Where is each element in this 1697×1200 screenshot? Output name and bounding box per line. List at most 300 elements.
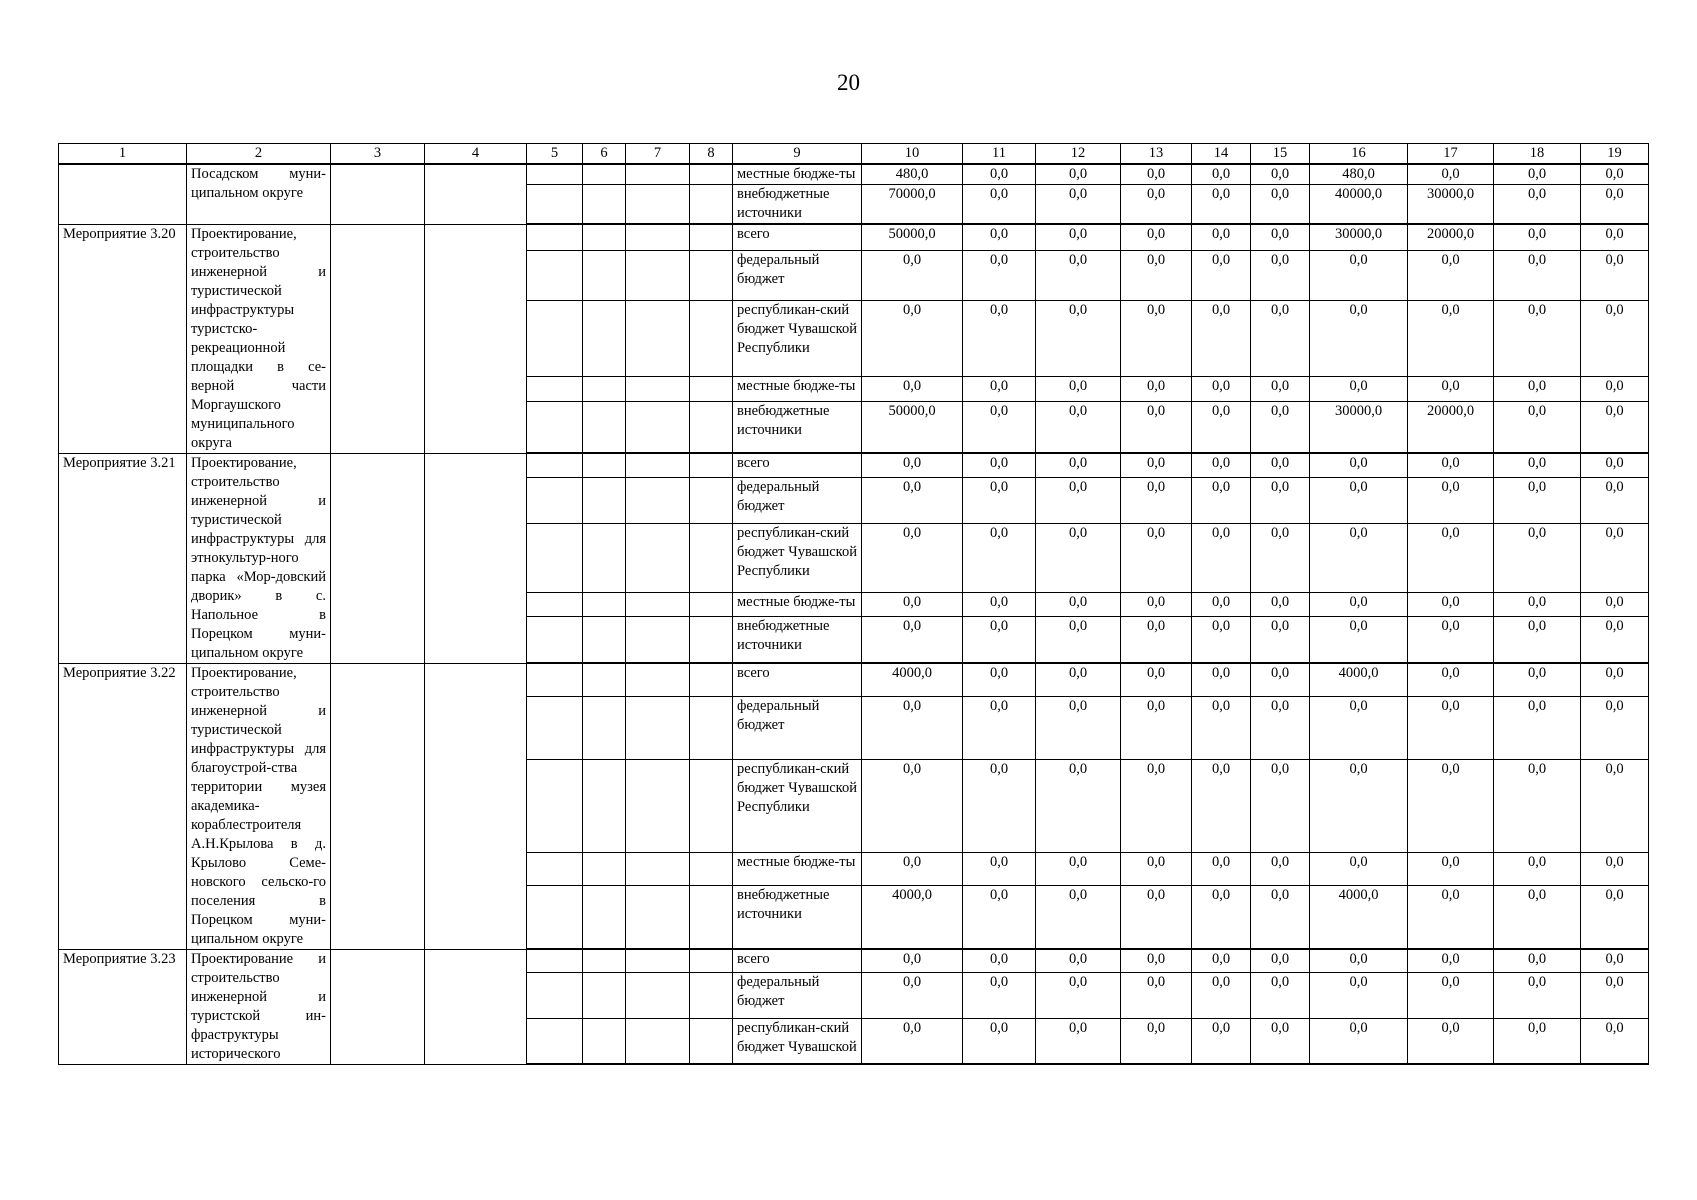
amount-cell: 0,0 — [1310, 1018, 1408, 1064]
column-7-cell — [626, 616, 690, 663]
amount-cell: 0,0 — [1036, 885, 1121, 949]
column-8-cell — [690, 524, 733, 593]
column-5-cell — [527, 853, 583, 885]
column-4-cell — [425, 949, 527, 1064]
column-6-cell — [583, 453, 626, 477]
amount-cell: 0,0 — [1036, 185, 1121, 225]
column-number-header-cell: 15 — [1251, 144, 1310, 165]
amount-cell: 0,0 — [1251, 301, 1310, 376]
amount-cell: 0,0 — [1310, 592, 1408, 616]
column-6-cell — [583, 185, 626, 225]
amount-cell: 4000,0 — [862, 663, 963, 696]
amount-cell: 0,0 — [963, 524, 1036, 593]
amount-cell: 0,0 — [1251, 973, 1310, 1018]
column-7-cell — [626, 759, 690, 853]
amount-cell: 0,0 — [862, 477, 963, 523]
amount-cell: 0,0 — [1192, 185, 1251, 225]
amount-cell: 0,0 — [862, 301, 963, 376]
column-number-header-cell: 19 — [1581, 144, 1649, 165]
amount-cell: 0,0 — [1192, 453, 1251, 477]
column-6-cell — [583, 524, 626, 593]
funding-source: федеральный бюджет — [733, 973, 862, 1018]
funding-source: внебюджетные источники — [733, 185, 862, 225]
column-8-cell — [690, 251, 733, 301]
column-5-cell — [527, 402, 583, 453]
column-5-cell — [527, 885, 583, 949]
amount-cell: 0,0 — [1408, 164, 1494, 185]
amount-cell: 0,0 — [1192, 592, 1251, 616]
amount-cell: 0,0 — [1121, 164, 1192, 185]
amount-cell: 0,0 — [1036, 696, 1121, 759]
amount-cell: 0,0 — [1408, 663, 1494, 696]
amount-cell: 0,0 — [1121, 301, 1192, 376]
column-8-cell — [690, 402, 733, 453]
amount-cell: 0,0 — [1408, 853, 1494, 885]
amount-cell: 0,0 — [1192, 224, 1251, 251]
amount-cell: 0,0 — [1192, 616, 1251, 663]
column-number-header-cell: 5 — [527, 144, 583, 165]
column-number-header-cell: 8 — [690, 144, 733, 165]
funding-source: внебюджетные источники — [733, 616, 862, 663]
funding-source: местные бюдже-ты — [733, 164, 862, 185]
amount-cell: 0,0 — [862, 949, 963, 973]
column-8-cell — [690, 696, 733, 759]
amount-cell: 0,0 — [963, 251, 1036, 301]
column-7-cell — [626, 885, 690, 949]
amount-cell: 0,0 — [1494, 1018, 1581, 1064]
amount-cell: 0,0 — [1581, 477, 1649, 523]
amount-cell: 0,0 — [1310, 251, 1408, 301]
amount-cell: 0,0 — [1408, 376, 1494, 402]
amount-cell: 0,0 — [1192, 949, 1251, 973]
amount-cell: 0,0 — [1036, 616, 1121, 663]
amount-cell: 4000,0 — [1310, 885, 1408, 949]
amount-cell: 0,0 — [1408, 616, 1494, 663]
amount-cell: 0,0 — [1036, 376, 1121, 402]
column-6-cell — [583, 477, 626, 523]
amount-cell: 0,0 — [1581, 164, 1649, 185]
amount-cell: 0,0 — [1251, 759, 1310, 853]
measure-name: Проектирование, строительство инженерной и туристической инфраструктуры для этнокультур-ного парка «Мор-довский дворик» в с. Напольное в Порецком муни-ципальном округе — [187, 453, 331, 663]
amount-cell: 40000,0 — [1310, 185, 1408, 225]
funding-source: федеральный бюджет — [733, 477, 862, 523]
amount-cell: 0,0 — [1192, 759, 1251, 853]
column-5-cell — [527, 251, 583, 301]
amount-cell: 0,0 — [1121, 402, 1192, 453]
amount-cell: 0,0 — [1121, 477, 1192, 523]
amount-cell: 0,0 — [1494, 759, 1581, 853]
measure-code — [59, 164, 187, 224]
column-3-cell — [331, 949, 425, 1064]
funding-source: федеральный бюджет — [733, 696, 862, 759]
column-number-header-cell: 17 — [1408, 144, 1494, 165]
amount-cell: 0,0 — [963, 616, 1036, 663]
amount-cell: 480,0 — [862, 164, 963, 185]
column-5-cell — [527, 185, 583, 225]
column-7-cell — [626, 853, 690, 885]
amount-cell: 20000,0 — [1408, 224, 1494, 251]
column-8-cell — [690, 663, 733, 696]
amount-cell: 0,0 — [1251, 663, 1310, 696]
column-7-cell — [626, 376, 690, 402]
amount-cell: 0,0 — [1581, 402, 1649, 453]
amount-cell: 0,0 — [1581, 885, 1649, 949]
amount-cell: 0,0 — [1251, 949, 1310, 973]
amount-cell: 0,0 — [1310, 949, 1408, 973]
amount-cell: 0,0 — [1036, 663, 1121, 696]
amount-cell: 0,0 — [963, 376, 1036, 402]
amount-cell: 0,0 — [1036, 224, 1121, 251]
amount-cell: 0,0 — [1581, 853, 1649, 885]
amount-cell: 0,0 — [1036, 592, 1121, 616]
column-6-cell — [583, 949, 626, 973]
column-number-header-cell: 6 — [583, 144, 626, 165]
amount-cell: 0,0 — [1192, 164, 1251, 185]
amount-cell: 0,0 — [1036, 1018, 1121, 1064]
column-5-cell — [527, 973, 583, 1018]
amount-cell: 0,0 — [1494, 301, 1581, 376]
funding-source: республикан-ский бюджет Чувашской Республики — [733, 301, 862, 376]
table-row — [59, 949, 1649, 973]
column-4-cell — [425, 224, 527, 453]
amount-cell: 0,0 — [1192, 524, 1251, 593]
amount-cell: 0,0 — [1036, 301, 1121, 376]
amount-cell: 0,0 — [1408, 524, 1494, 593]
amount-cell: 0,0 — [1121, 616, 1192, 663]
amount-cell: 0,0 — [1121, 1018, 1192, 1064]
amount-cell: 0,0 — [1192, 477, 1251, 523]
column-8-cell — [690, 759, 733, 853]
column-8-cell — [690, 616, 733, 663]
amount-cell: 0,0 — [1251, 885, 1310, 949]
column-4-cell — [425, 453, 527, 663]
amount-cell: 0,0 — [1408, 949, 1494, 973]
column-7-cell — [626, 696, 690, 759]
amount-cell: 0,0 — [1408, 251, 1494, 301]
amount-cell: 0,0 — [1408, 973, 1494, 1018]
column-7-cell — [626, 224, 690, 251]
amount-cell: 0,0 — [1192, 402, 1251, 453]
amount-cell: 0,0 — [1310, 453, 1408, 477]
page-number: 20 — [837, 70, 860, 95]
amount-cell: 0,0 — [1121, 376, 1192, 402]
amount-cell: 0,0 — [963, 402, 1036, 453]
amount-cell: 0,0 — [1494, 616, 1581, 663]
column-6-cell — [583, 885, 626, 949]
column-6-cell — [583, 663, 626, 696]
amount-cell: 0,0 — [1251, 251, 1310, 301]
funding-source: федеральный бюджет — [733, 251, 862, 301]
column-7-cell — [626, 663, 690, 696]
funding-source: республикан-ский бюджет Чувашской Республики — [733, 759, 862, 853]
amount-cell: 30000,0 — [1408, 185, 1494, 225]
amount-cell: 0,0 — [1581, 185, 1649, 225]
funding-source: всего — [733, 453, 862, 477]
amount-cell: 0,0 — [1251, 224, 1310, 251]
measure-code: Мероприятие 3.21 — [59, 453, 187, 663]
amount-cell: 0,0 — [1581, 224, 1649, 251]
amount-cell: 0,0 — [1251, 616, 1310, 663]
column-5-cell — [527, 164, 583, 185]
budget-table — [58, 143, 1649, 1065]
amount-cell: 0,0 — [1310, 616, 1408, 663]
amount-cell: 0,0 — [1121, 696, 1192, 759]
column-number-header-cell: 13 — [1121, 144, 1192, 165]
column-7-cell — [626, 1018, 690, 1064]
column-8-cell — [690, 1018, 733, 1064]
column-5-cell — [527, 759, 583, 853]
amount-cell: 0,0 — [1581, 376, 1649, 402]
funding-source: всего — [733, 663, 862, 696]
amount-cell: 0,0 — [1494, 663, 1581, 696]
amount-cell: 0,0 — [1408, 696, 1494, 759]
amount-cell: 0,0 — [1494, 853, 1581, 885]
column-3-cell — [331, 224, 425, 453]
amount-cell: 0,0 — [1036, 251, 1121, 301]
amount-cell: 0,0 — [1121, 453, 1192, 477]
column-7-cell — [626, 164, 690, 185]
amount-cell: 0,0 — [1036, 164, 1121, 185]
column-5-cell — [527, 1018, 583, 1064]
amount-cell: 0,0 — [1121, 592, 1192, 616]
column-number-header-cell: 1 — [59, 144, 187, 165]
measure-code: Мероприятие 3.20 — [59, 224, 187, 453]
funding-source: внебюджетные источники — [733, 885, 862, 949]
column-6-cell — [583, 759, 626, 853]
amount-cell: 0,0 — [862, 524, 963, 593]
amount-cell: 0,0 — [1408, 759, 1494, 853]
amount-cell: 0,0 — [1581, 592, 1649, 616]
column-4-cell — [425, 663, 527, 949]
amount-cell: 0,0 — [1251, 185, 1310, 225]
column-8-cell — [690, 224, 733, 251]
funding-source: всего — [733, 949, 862, 973]
amount-cell: 0,0 — [862, 251, 963, 301]
amount-cell: 0,0 — [963, 885, 1036, 949]
column-6-cell — [583, 592, 626, 616]
amount-cell: 30000,0 — [1310, 402, 1408, 453]
column-5-cell — [527, 663, 583, 696]
table-row — [59, 164, 1649, 185]
amount-cell: 0,0 — [1310, 301, 1408, 376]
amount-cell: 0,0 — [1036, 949, 1121, 973]
amount-cell: 0,0 — [1494, 376, 1581, 402]
amount-cell: 0,0 — [862, 973, 963, 1018]
column-8-cell — [690, 973, 733, 1018]
column-number-header-cell: 3 — [331, 144, 425, 165]
amount-cell: 0,0 — [1121, 973, 1192, 1018]
amount-cell: 0,0 — [1581, 453, 1649, 477]
column-5-cell — [527, 592, 583, 616]
column-8-cell — [690, 301, 733, 376]
measure-name: Посадском муни-ципальном округе — [187, 164, 331, 224]
table-row — [59, 453, 1649, 477]
amount-cell: 0,0 — [1036, 759, 1121, 853]
column-5-cell — [527, 301, 583, 376]
column-number-header-cell: 11 — [963, 144, 1036, 165]
column-8-cell — [690, 453, 733, 477]
amount-cell: 0,0 — [1192, 885, 1251, 949]
amount-cell: 0,0 — [963, 224, 1036, 251]
amount-cell: 0,0 — [1036, 853, 1121, 885]
amount-cell: 0,0 — [1192, 696, 1251, 759]
amount-cell: 50000,0 — [862, 402, 963, 453]
amount-cell: 0,0 — [1494, 251, 1581, 301]
amount-cell: 0,0 — [1121, 853, 1192, 885]
amount-cell: 0,0 — [963, 453, 1036, 477]
amount-cell: 0,0 — [1036, 973, 1121, 1018]
column-5-cell — [527, 696, 583, 759]
amount-cell: 0,0 — [963, 164, 1036, 185]
amount-cell: 0,0 — [1494, 885, 1581, 949]
amount-cell: 0,0 — [1192, 251, 1251, 301]
column-7-cell — [626, 453, 690, 477]
amount-cell: 50000,0 — [862, 224, 963, 251]
amount-cell: 0,0 — [1494, 477, 1581, 523]
amount-cell: 0,0 — [1036, 477, 1121, 523]
amount-cell: 0,0 — [963, 663, 1036, 696]
amount-cell: 0,0 — [1121, 251, 1192, 301]
amount-cell: 0,0 — [1251, 1018, 1310, 1064]
amount-cell: 0,0 — [1251, 402, 1310, 453]
amount-cell: 0,0 — [963, 973, 1036, 1018]
column-7-cell — [626, 949, 690, 973]
column-8-cell — [690, 477, 733, 523]
amount-cell: 0,0 — [1494, 185, 1581, 225]
column-3-cell — [331, 453, 425, 663]
amount-cell: 0,0 — [1581, 663, 1649, 696]
amount-cell: 0,0 — [1121, 185, 1192, 225]
measure-code: Мероприятие 3.23 — [59, 949, 187, 1064]
amount-cell: 0,0 — [1121, 524, 1192, 593]
amount-cell: 0,0 — [1494, 592, 1581, 616]
amount-cell: 0,0 — [963, 853, 1036, 885]
amount-cell: 0,0 — [1310, 524, 1408, 593]
amount-cell: 0,0 — [1310, 853, 1408, 885]
column-number-header — [59, 144, 1649, 165]
funding-source: внебюджетные источники — [733, 402, 862, 453]
amount-cell: 0,0 — [1192, 853, 1251, 885]
column-6-cell — [583, 1018, 626, 1064]
column-5-cell — [527, 616, 583, 663]
amount-cell: 0,0 — [963, 477, 1036, 523]
column-6-cell — [583, 402, 626, 453]
amount-cell: 0,0 — [1036, 453, 1121, 477]
amount-cell: 0,0 — [1408, 453, 1494, 477]
amount-cell: 0,0 — [1192, 973, 1251, 1018]
amount-cell: 0,0 — [1494, 949, 1581, 973]
amount-cell: 0,0 — [1581, 1018, 1649, 1064]
amount-cell: 0,0 — [1036, 402, 1121, 453]
column-6-cell — [583, 973, 626, 1018]
column-5-cell — [527, 524, 583, 593]
amount-cell: 0,0 — [1310, 376, 1408, 402]
amount-cell: 0,0 — [1494, 224, 1581, 251]
column-5-cell — [527, 453, 583, 477]
column-6-cell — [583, 696, 626, 759]
amount-cell: 0,0 — [1581, 251, 1649, 301]
amount-cell: 0,0 — [1494, 402, 1581, 453]
column-8-cell — [690, 376, 733, 402]
table-body — [59, 164, 1649, 1064]
funding-source: местные бюдже-ты — [733, 376, 862, 402]
column-number-header-cell: 7 — [626, 144, 690, 165]
amount-cell: 0,0 — [1251, 592, 1310, 616]
amount-cell: 70000,0 — [862, 185, 963, 225]
table-row — [59, 224, 1649, 251]
amount-cell: 0,0 — [1192, 663, 1251, 696]
column-8-cell — [690, 853, 733, 885]
amount-cell: 0,0 — [1251, 164, 1310, 185]
amount-cell: 0,0 — [1581, 301, 1649, 376]
amount-cell: 0,0 — [1581, 616, 1649, 663]
amount-cell: 0,0 — [963, 759, 1036, 853]
column-7-cell — [626, 477, 690, 523]
column-8-cell — [690, 885, 733, 949]
amount-cell: 0,0 — [862, 592, 963, 616]
amount-cell: 0,0 — [1494, 164, 1581, 185]
funding-source: республикан-ский бюджет Чувашской — [733, 1018, 862, 1064]
funding-source: местные бюдже-ты — [733, 853, 862, 885]
measure-name: Проектирование, строительство инженерной и туристической инфраструктуры туристско-рекреационной площадки в се-верной части Моргаушского муниципального округа — [187, 224, 331, 453]
amount-cell: 0,0 — [1581, 759, 1649, 853]
column-8-cell — [690, 949, 733, 973]
amount-cell: 0,0 — [1494, 524, 1581, 593]
column-7-cell — [626, 402, 690, 453]
amount-cell: 0,0 — [1581, 696, 1649, 759]
amount-cell: 0,0 — [1494, 696, 1581, 759]
amount-cell: 0,0 — [1408, 592, 1494, 616]
amount-cell: 0,0 — [1408, 301, 1494, 376]
funding-source: республикан-ский бюджет Чувашской Республики — [733, 524, 862, 593]
amount-cell: 0,0 — [1494, 453, 1581, 477]
amount-cell: 0,0 — [862, 853, 963, 885]
column-8-cell — [690, 592, 733, 616]
column-8-cell — [690, 164, 733, 185]
amount-cell: 0,0 — [1408, 477, 1494, 523]
column-7-cell — [626, 524, 690, 593]
funding-source: всего — [733, 224, 862, 251]
column-7-cell — [626, 973, 690, 1018]
column-6-cell — [583, 224, 626, 251]
column-7-cell — [626, 251, 690, 301]
amount-cell: 0,0 — [1192, 1018, 1251, 1064]
amount-cell: 0,0 — [1310, 477, 1408, 523]
amount-cell: 0,0 — [1581, 973, 1649, 1018]
amount-cell: 0,0 — [1310, 973, 1408, 1018]
column-number-header-cell: 4 — [425, 144, 527, 165]
column-6-cell — [583, 301, 626, 376]
measure-code: Мероприятие 3.22 — [59, 663, 187, 949]
column-3-cell — [331, 663, 425, 949]
column-6-cell — [583, 376, 626, 402]
column-number-header-cell: 12 — [1036, 144, 1121, 165]
amount-cell: 0,0 — [1251, 453, 1310, 477]
amount-cell: 0,0 — [862, 453, 963, 477]
amount-cell: 30000,0 — [1310, 224, 1408, 251]
amount-cell: 20000,0 — [1408, 402, 1494, 453]
column-6-cell — [583, 616, 626, 663]
column-3-cell — [331, 164, 425, 224]
amount-cell: 4000,0 — [1310, 663, 1408, 696]
amount-cell: 0,0 — [963, 592, 1036, 616]
amount-cell: 0,0 — [1581, 524, 1649, 593]
amount-cell: 0,0 — [1192, 376, 1251, 402]
column-5-cell — [527, 376, 583, 402]
amount-cell: 0,0 — [963, 185, 1036, 225]
amount-cell: 0,0 — [1581, 949, 1649, 973]
amount-cell: 0,0 — [1251, 853, 1310, 885]
